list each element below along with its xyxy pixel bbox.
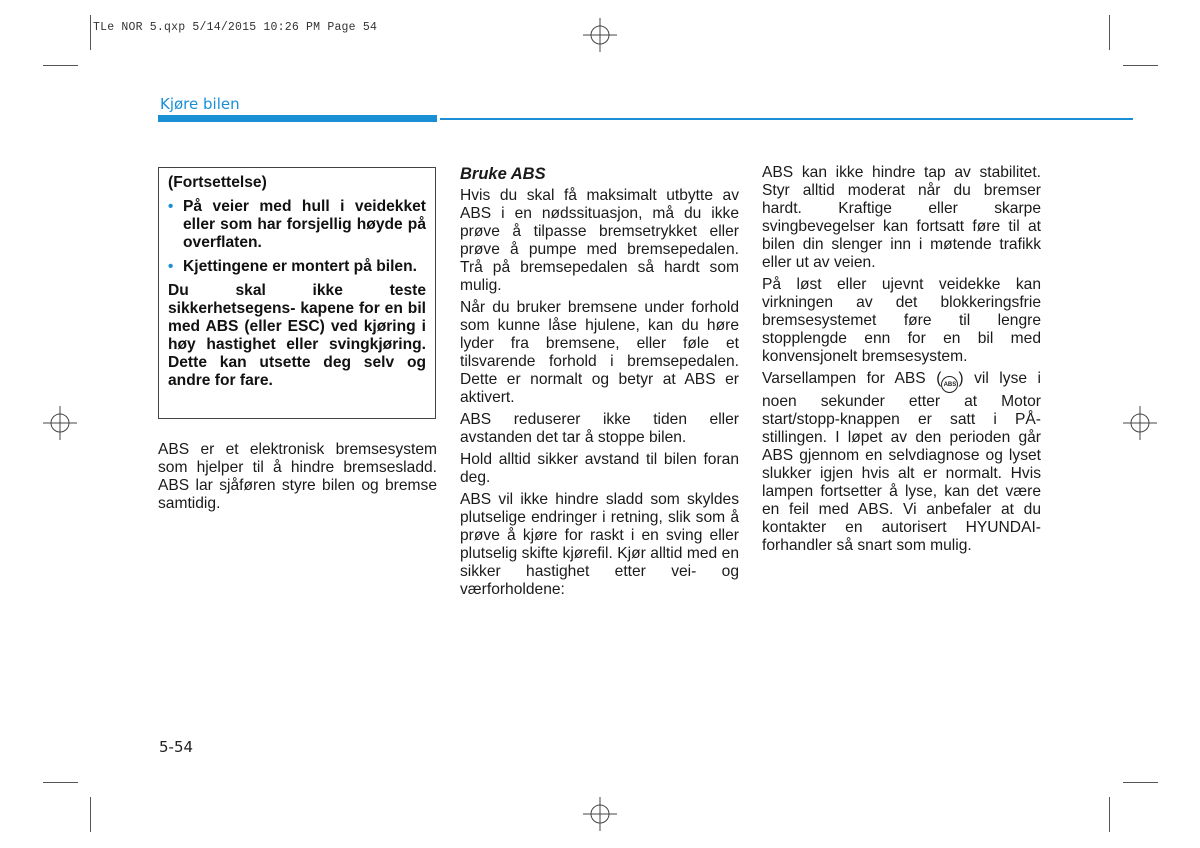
- registration-mark-icon: [583, 18, 617, 52]
- paragraph: Når du bruker bremsene under forhold som kunne låse hjulene, kan du høre lyder fra bremsene, eller føle et tilsvarende forhold i bremsepedalen. Dette er normalt og betyr at ABS er aktivert.: [460, 299, 739, 406]
- section-rule-thick: [158, 115, 437, 122]
- bullet-icon: •: [168, 258, 174, 275]
- column-left: [158, 441, 437, 517]
- registration-mark-icon: [1123, 406, 1157, 440]
- paragraph: ABS vil ikke hindre sladd som skyldes plutselige endringer i retning, slik som å prøve å kjøre for raskt i en sving eller plutselig skifte kjørefil. Kjør alltid med en sikker hastighet etter vei- og værforholdene:: [460, 491, 739, 598]
- warning-box: [158, 167, 436, 419]
- column-middle: [460, 165, 739, 603]
- lamp-text-before: Varsellampen for ABS (: [762, 370, 942, 387]
- paragraph: På løst eller ujevnt veidekke kan virkningen av det blokkeringsfrie bremsesystemet føre til lengre stopplengde enn for en bil med konvensjonelt bremsesystem.: [762, 276, 1041, 365]
- lamp-text-after: ) vil lyse i noen sekunder etter at Motor start/stopp-knappen er satt i PÅ-stillingen. I løpet av den perioden går ABS gjennom en selvdiagnose og lyset slukker igjen hvis alt er normalt. Hvis lampen fortsetter å lyse, kan det være en feil med ABS. Vi anbefaler at du kontakter en autorisert HYUNDAI-forhandler så snart som mulig.: [762, 370, 1041, 554]
- paragraph: Hold alltid sikker avstand til bilen foran deg.: [460, 451, 739, 486]
- bullet-icon: •: [168, 198, 174, 215]
- section-title: Kjøre bilen: [160, 95, 240, 113]
- paragraph: Hvis du skal få maksimalt utbytte av ABS i en nødssituasjon, må du ikke prøve å tilpasse bremsetrykket eller prøve å pumpe med bremsepedalen. Trå på bremsepedalen så hardt som mulig.: [460, 187, 739, 294]
- warning-continuation: (Fortsettelse): [168, 174, 267, 191]
- page-number: 5-54: [159, 738, 194, 756]
- print-header: TLe NOR 5.qxp 5/14/2015 10:26 PM Page 54: [93, 21, 378, 34]
- registration-mark-icon: [583, 797, 617, 831]
- warning-text: Du skal ikke teste sikkerhetsegens- kapene for en bil med ABS (eller ESC) ved kjøring i høy hastighet eller svingkjøring. Dette kan utsette deg selv og andre for fare.: [168, 282, 426, 389]
- subheading: Bruke ABS: [460, 165, 546, 183]
- abs-warning-lamp-icon: ABS: [941, 376, 958, 393]
- paragraph-abs-lamp: [762, 370, 1041, 555]
- registration-mark-icon: [43, 406, 77, 440]
- warning-bullet: [168, 198, 426, 252]
- section-rule-thin: [440, 118, 1133, 120]
- warning-bullet: [168, 258, 426, 276]
- column-right: [762, 164, 1041, 559]
- warning-bullet-text: På veier med hull i veidekket eller som har forsjellig høyde på overflaten.: [183, 198, 426, 251]
- paragraph: ABS reduserer ikke tiden eller avstanden det tar å stoppe bilen.: [460, 411, 739, 446]
- warning-bullet-text: Kjettingene er montert på bilen.: [183, 258, 417, 275]
- paragraph: ABS er et elektronisk bremsesystem som hjelper til å hindre bremsesladd. ABS lar sjåføren styre bilen og bremse samtidig.: [158, 441, 437, 512]
- paragraph: ABS kan ikke hindre tap av stabilitet. Styr alltid moderat når du bremser hardt. Kraftige eller skarpe svingbevegelser kan fortsatt føre til at bilen din slenger inn i møtende trafikk eller ut av veien.: [762, 164, 1041, 271]
